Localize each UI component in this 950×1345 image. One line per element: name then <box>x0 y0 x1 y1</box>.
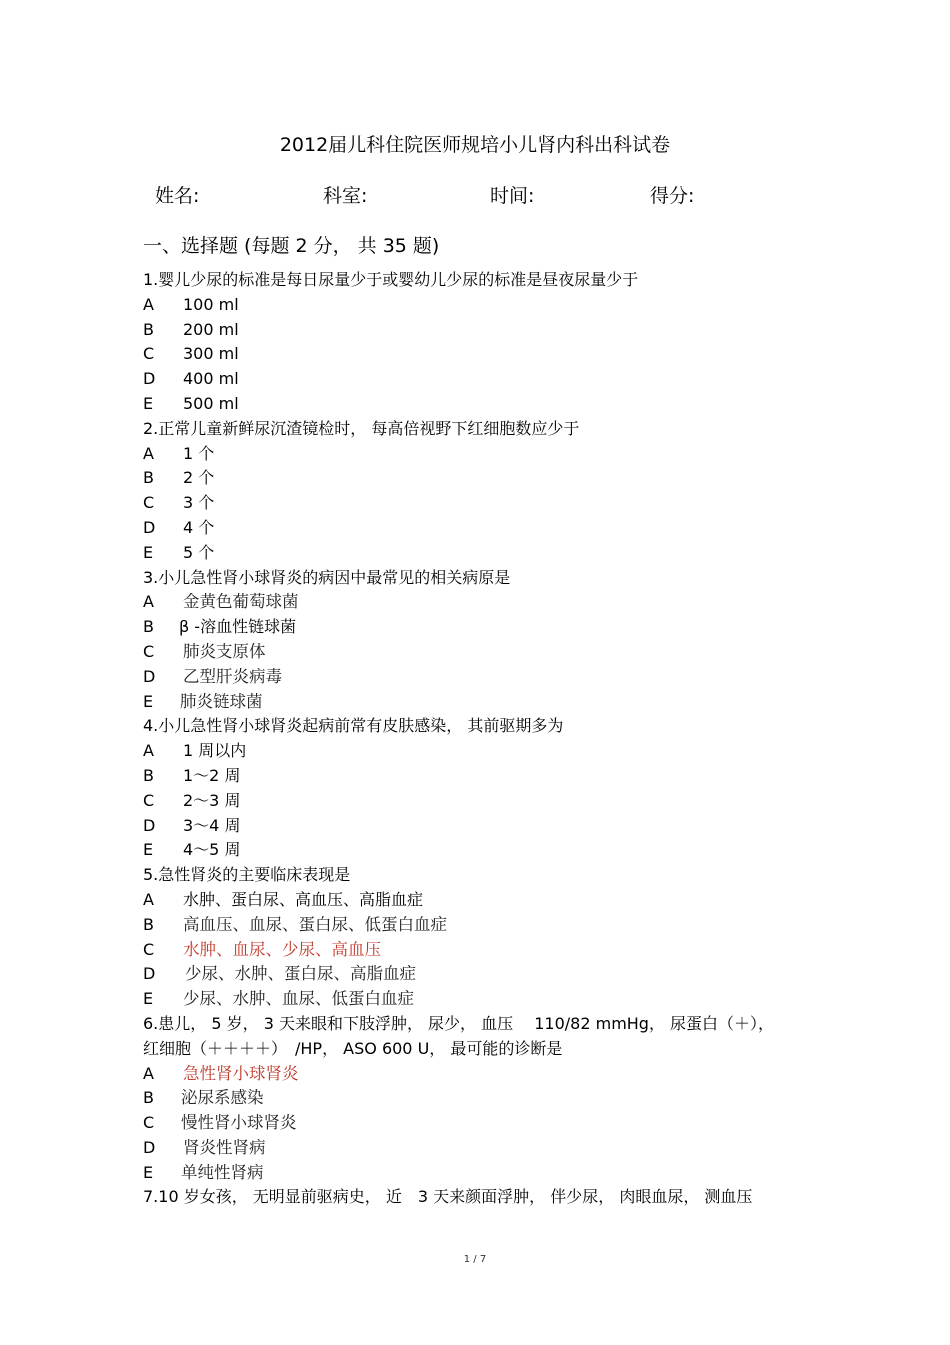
option-letter: E <box>143 1162 154 1182</box>
page-number: 1 / 7 <box>463 1254 487 1265</box>
department-field-label: 科室: <box>323 185 368 207</box>
option-text: 1～2 周 <box>183 765 241 785</box>
option-text: 3 个 <box>183 493 215 513</box>
option-text: 300 ml <box>183 344 239 364</box>
option-text: 水肿、蛋白尿、高血压、高脂血症 <box>183 889 424 909</box>
option-letter: C <box>143 641 155 661</box>
option-text: 200 ml <box>183 319 239 339</box>
option-letter: D <box>143 815 156 835</box>
option-text: 5 个 <box>183 542 215 562</box>
option-text: 少尿、水肿、血尿、低蛋白血症 <box>183 989 414 1009</box>
option-b <box>143 615 823 640</box>
question-3 <box>143 566 823 715</box>
time-field-label: 时间: <box>490 185 535 207</box>
option-text: 500 ml <box>183 393 239 413</box>
option-d <box>143 1136 823 1161</box>
option-e <box>143 838 823 863</box>
option-d <box>143 962 823 987</box>
option-letter: A <box>143 443 154 463</box>
option-text: 少尿、水肿、蛋白尿、高脂血症 <box>185 964 416 984</box>
option-text: 慢性肾小球肾炎 <box>181 1113 297 1133</box>
option-letter: D <box>143 369 156 389</box>
option-text: 单纯性肾病 <box>181 1162 264 1182</box>
option-letter: A <box>143 889 154 909</box>
option-a <box>143 1062 823 1087</box>
question-stem: 7.10 岁女孩， 无明显前驱病史， 近 3 天来颜面浮肿， 伴少尿， 肉眼血尿， 测血压 <box>143 1187 753 1207</box>
option-c <box>143 1111 823 1136</box>
option-e <box>143 541 823 566</box>
option-text: 肺炎支原体 <box>183 641 266 661</box>
question-stem-continued: 红细胞（＋＋＋＋） /HP， ASO 600 U， 最可能的诊断是 <box>143 1038 563 1058</box>
option-letter: A <box>143 592 154 612</box>
option-b <box>143 764 823 789</box>
option-d <box>143 516 823 541</box>
option-text: 4 个 <box>183 517 215 537</box>
question-stem: 5.急性肾炎的主要临床表现是 <box>143 865 351 885</box>
option-a <box>143 888 823 913</box>
question-stem: 4.小儿急性肾小球肾炎起病前常有皮肤感染， 其前驱期多为 <box>143 716 564 736</box>
question-2 <box>143 417 823 566</box>
option-text: 1 周以内 <box>183 741 247 761</box>
option-letter: C <box>143 1113 155 1133</box>
option-b <box>143 466 823 491</box>
option-text-correct: 急性肾小球肾炎 <box>183 1063 299 1083</box>
question-1 <box>143 268 823 417</box>
option-letter: D <box>143 517 156 537</box>
option-letter: E <box>143 691 154 711</box>
option-text: 2 个 <box>183 468 215 488</box>
question-stem: 6.患儿， 5 岁， 3 天来眼和下肢浮肿， 尿少， 血压 110/82 mmHg， 尿蛋白（＋）， <box>143 1013 775 1033</box>
option-b <box>143 913 823 938</box>
option-a <box>143 442 823 467</box>
option-letter: E <box>143 840 154 860</box>
option-letter: E <box>143 989 154 1009</box>
option-text: 肾炎性肾病 <box>183 1137 266 1157</box>
question-7 <box>143 1185 823 1210</box>
option-d <box>143 367 823 392</box>
option-a <box>143 590 823 615</box>
question-list <box>143 268 823 1210</box>
option-text: 乙型肝炎病毒 <box>183 666 282 686</box>
option-letter: C <box>143 344 155 364</box>
option-text-correct: 水肿、血尿、少尿、高血压 <box>183 939 381 959</box>
option-text: 400 ml <box>183 369 239 389</box>
option-text: 2～3 周 <box>183 790 241 810</box>
option-b <box>143 1086 823 1111</box>
option-text: 3～4 周 <box>183 815 241 835</box>
option-letter: D <box>143 666 156 686</box>
option-text: 100 ml <box>183 294 239 314</box>
option-text: 肺炎链球菌 <box>180 691 263 711</box>
option-text: β -溶血性链球菌 <box>179 617 297 637</box>
option-e <box>143 392 823 417</box>
name-field-label: 姓名: <box>155 185 200 207</box>
option-e <box>143 1161 823 1186</box>
question-5 <box>143 863 823 1012</box>
question-6 <box>143 1012 823 1186</box>
option-text: 4～5 周 <box>183 840 241 860</box>
option-letter: A <box>143 294 154 314</box>
option-letter: B <box>143 319 154 339</box>
option-letter: B <box>143 468 154 488</box>
section-title: 一、选择题 (每题 2 分， 共 35 题) <box>143 235 440 257</box>
option-letter: B <box>143 1088 154 1108</box>
option-text: 高血压、血尿、蛋白尿、低蛋白血症 <box>183 914 447 934</box>
option-a <box>143 739 823 764</box>
option-c <box>143 342 823 367</box>
option-text: 金黄色葡萄球菌 <box>183 592 299 612</box>
question-4 <box>143 714 823 863</box>
option-letter: D <box>143 964 156 984</box>
option-text: 泌尿系感染 <box>181 1088 264 1108</box>
option-letter: E <box>143 393 154 413</box>
score-field-label: 得分: <box>650 185 695 207</box>
question-stem: 2.正常儿童新鲜尿沉渣镜检时， 每高倍视野下红细胞数应少于 <box>143 418 580 438</box>
option-letter: A <box>143 741 154 761</box>
question-stem: 1.婴儿少尿的标准是每日尿量少于或婴幼儿少尿的标准是昼夜尿量少于 <box>143 270 639 289</box>
option-e <box>143 987 823 1012</box>
option-letter: C <box>143 493 155 513</box>
option-c <box>143 938 823 963</box>
option-c <box>143 640 823 665</box>
question-stem: 3.小儿急性肾小球肾炎的病因中最常见的相关病原是 <box>143 567 511 587</box>
option-letter: C <box>143 939 155 959</box>
option-text: 1 个 <box>183 443 215 463</box>
option-c <box>143 491 823 516</box>
option-letter: A <box>143 1063 154 1083</box>
option-a <box>143 293 823 318</box>
option-d <box>143 814 823 839</box>
option-letter: E <box>143 542 154 562</box>
option-b <box>143 318 823 343</box>
option-letter: B <box>143 914 154 934</box>
option-d <box>143 665 823 690</box>
option-letter: B <box>143 617 154 637</box>
option-letter: C <box>143 790 155 810</box>
option-letter: D <box>143 1137 156 1157</box>
option-c <box>143 789 823 814</box>
option-letter: B <box>143 765 154 785</box>
option-e <box>143 690 823 715</box>
document-title: 2012届儿科住院医师规培小儿肾内科出科试卷 <box>279 134 671 156</box>
